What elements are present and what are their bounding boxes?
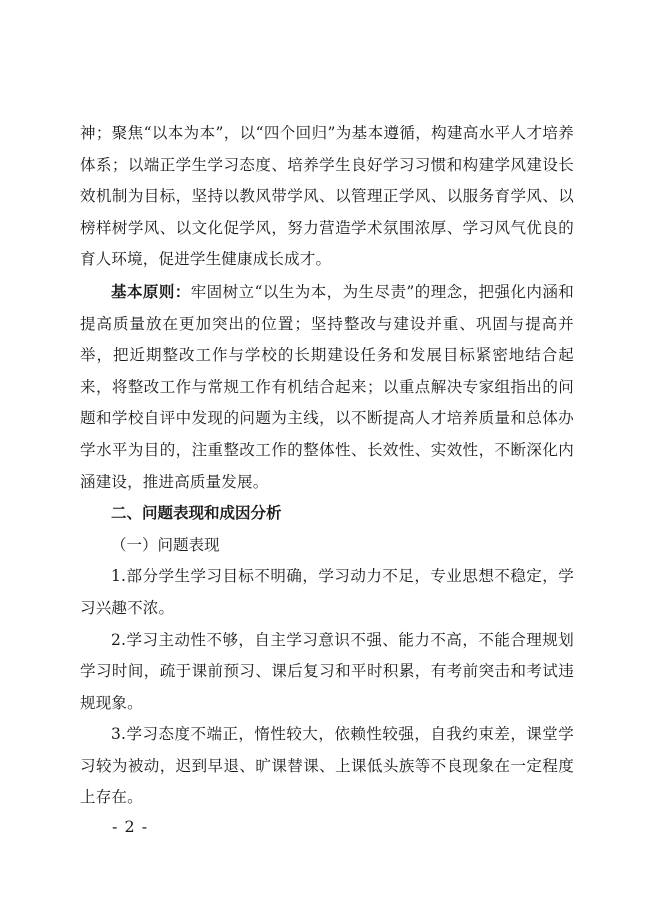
problem-item-2: 2.学习主动性不够，自主学习意识不强、能力不高，不能合理规划学习时间，疏于课前预习、课后复习和平时积累，有考前突击和考试违规现象。 [80,630,574,712]
problem-item-3: 3.学习态度不端正，惰性较大，依赖性较强，自我约束差，课堂学习较为被动，迟到早退、旷课替课、上课低头族等不良现象在一定程度上存在。 [80,725,574,807]
basic-principles-label: 基本原则： [111,281,191,301]
subsection-heading-problems: （一）问题表现 [111,535,220,554]
document-body [80,118,574,814]
section-heading-problems-analysis: 二、问题表现和成因分析 [111,504,282,523]
paragraph-basic-principles [80,276,574,498]
page-number: - 2 - [112,817,149,836]
problem-item-1: 1.部分学生学习目标不明确，学习动力不足，专业思想不稳定，学习兴趣不浓。 [80,567,574,617]
basic-principles-text: 牢固树立“以生为本，为生尽责”的理念，把强化内涵和提高质量放在更加突出的位置；坚持整改与建设并重、巩固与提高并举，把近期整改工作与学校的长期建设任务和发展目标紧密地结合起来，将整改工作与常规工作有机结合起来；以重点解决专家组指出的问题和学校自评中发现的问题为主线，以不断提高人才培养质量和总体办学水平为目的，注重整改工作的整体性、长效性、实效性，不断深化内涵建设，推进高质量发展。 [80,282,574,491]
paragraph-guiding-ideology-continued: 神；聚焦“以本为本”，以“四个回归”为基本遵循，构建高水平人才培养体系；以端正学生学习态度、培养学生良好学习习惯和构建学风建设长效机制为目标，坚持以教风带学风、以管理正学风、以服务育学风、以榜样树学风、以文化促学风，努力营造学术氛围浓厚、学习风气优良的育人环境，促进学生健康成长成才。 [80,124,574,269]
